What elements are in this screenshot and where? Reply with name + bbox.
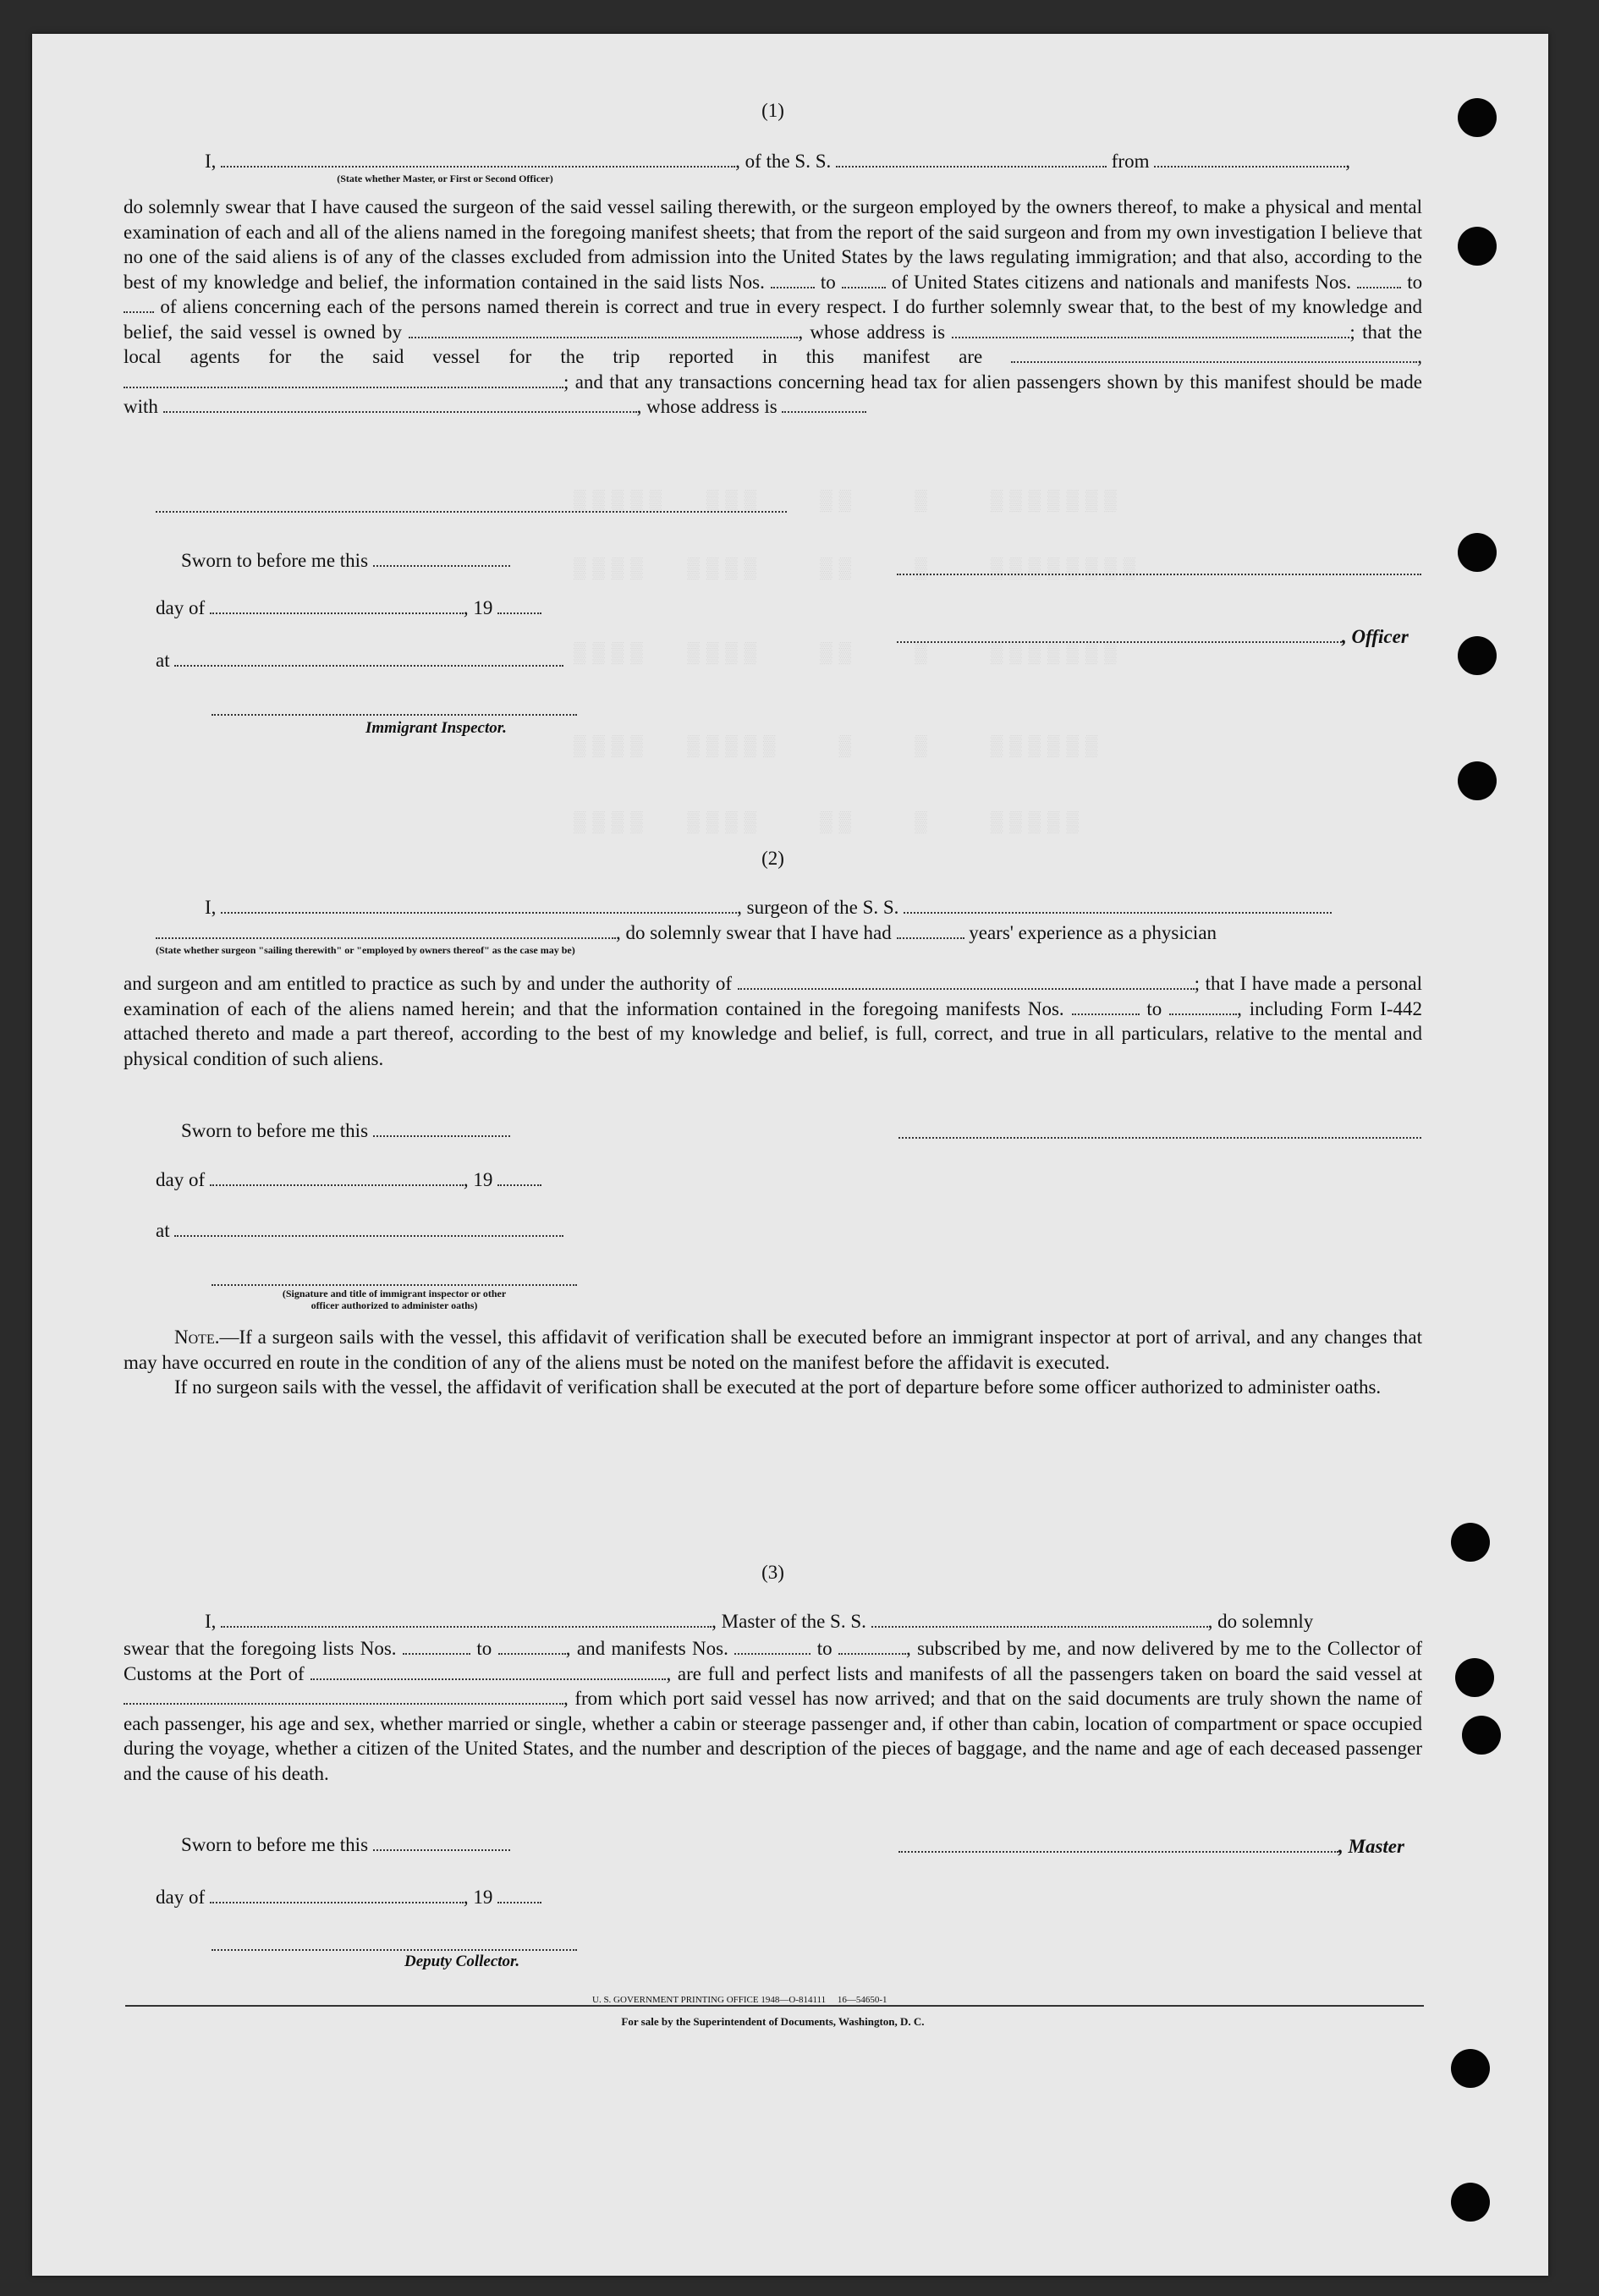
signature-caption: (Signature and title of immigrant inspector or other officer authorized to administer oaths) [282,1288,507,1311]
body-text: , whose address is [636,396,778,417]
binder-hole [1458,636,1497,675]
vessel-name-field[interactable] [836,151,1107,168]
binder-hole [1451,1523,1490,1562]
body-text: , including Form I-442 attached thereto and made a part thereof, according to the best of my knowledge and belief, is full, correct, and true in all particulars, relative to the mental and physical condition of such aliens. [124,997,1423,1069]
body-text: to [476,1638,492,1659]
bleed-through-texture: ▒▒▒▒ ▒▒▒▒ ▒▒ ▒ ▒▒▒▒▒ [574,812,1085,835]
section-2-body [124,971,1422,1071]
inspector-signature-line[interactable] [212,714,577,716]
bleed-through-texture: ▒▒▒▒ ▒▒▒▒ ▒▒ ▒ ▒▒▒▒▒▒▒▒ [574,558,1143,581]
sworn-date-field[interactable] [373,550,510,567]
month-field[interactable] [210,1887,464,1903]
embark-port-field[interactable] [124,1688,563,1705]
day-of-label: day of [156,1887,206,1908]
surgeon-line [205,897,1332,919]
sworn-row-1 [181,550,510,572]
manifests-to-field[interactable] [1169,998,1237,1015]
sworn-label: Sworn to before me this [181,550,369,571]
sworn-label: Sworn to before me this [181,1834,369,1855]
body-text: ; that I have made a personal examination of each of the aliens named herein; and that the information contained in the foregoing manifests Nos. [124,973,1423,1019]
section-1-body: do solemnly swear that I have caused the surgeon of the said vessel sailing therewith, or the surgeon employed by the owners thereof, to make a physical and mental examination of each and all of the aliens named in the foregoing manifest sheets; that from the report of the said surgeon and from my own investigation I believe that no one of the said aliens is of any of the classes excluded from admission into the United States by the laws regulating immigration; and that also, according to the best of my knowledge and belief, the information contained in the said lists Nos. to of United States citizens and nationals and manifests Nos. to of aliens concerning each of the persons named therein is correct and true in every respect. I do further solemnly swear that, to the best of my knowledge and belief, the said vessel is owned by , whose address is ; that the local agents for the said vessel for the trip reported in this manifest are , ; and that any transactions concerning head tax for alien passengers shown by this manifest should be made with , whose address is [124,196,1423,417]
owner-address-field[interactable] [952,321,1349,338]
form-page [32,34,1548,2276]
body-text: of United States citizens and nationals and manifests Nos. [891,271,1352,293]
manifests-from-field[interactable] [1072,998,1140,1015]
deputy-collector-label: Deputy Collector. [404,1953,520,1970]
body-text: to [1407,271,1423,293]
lists-to-field[interactable] [498,1638,566,1655]
label-surgeon-of-ss: , surgeon of the S. S. [737,897,899,918]
master-line: I, , of the S. S. from , [205,151,1350,172]
binder-hole [1455,1658,1494,1697]
lists-from-field[interactable] [771,272,815,288]
body-text: and surgeon and am entitled to practice as such by and under the authority of [124,973,732,994]
at-row-2 [156,1220,563,1242]
body-text: , and manifests Nos. [565,1638,728,1659]
inspector-label: Immigrant Inspector. [365,719,507,737]
note-block [124,1325,1422,1400]
section-3-body [124,1636,1422,1786]
lists-from-field[interactable] [403,1638,470,1655]
note-label: Note. [174,1327,220,1348]
label-i: I, [205,1611,217,1632]
lists-to-field[interactable] [842,272,886,288]
year-field[interactable] [497,1169,541,1186]
body-text: to [1146,997,1162,1019]
label-i: I, [205,151,217,172]
year-prefix: , 19 [463,1169,493,1190]
years-field[interactable] [897,922,964,939]
binder-hole [1462,1716,1501,1755]
sworn-label: Sworn to before me this [181,1120,369,1141]
master-label: , Master [1338,1836,1404,1857]
section-3-number: (3) [761,1562,784,1583]
body-text: , are full and perfect lists and manifests of all the passengers taken on board the said vessel at [666,1662,1423,1684]
deputy-signature-line[interactable] [212,1949,577,1951]
bleed-through-texture: ▒▒▒▒▒ ▒▒▒ ▒▒ ▒ ▒▒▒▒▒▒▒ [574,491,1124,514]
bleed-through-texture: ▒▒▒▒ ▒▒▒▒▒ ▒ ▒ ▒▒▒▒▒▒ [574,736,1105,759]
body-text: ; and that any transactions concerning head tax for alien passengers shown by this manifest should be made with [124,371,1422,417]
body-text: to [816,1638,832,1659]
at-label: at [156,1220,170,1241]
agents-address-field[interactable] [124,371,563,388]
section-2-number: (2) [761,848,784,869]
surgeon-caption: (State whether surgeon "sailing therewith" or "employed by owners thereof" as the case may be) [156,944,575,956]
official-signature-line[interactable] [212,1284,577,1286]
label-i: I, [205,897,217,918]
officer-label: , Officer [1342,626,1409,647]
from-port-field[interactable] [1154,151,1345,168]
body-text: , whose address is [798,321,946,343]
master-line-3 [205,1611,1313,1633]
binder-hole [1458,761,1497,800]
sworn-row-2 [181,1120,510,1142]
day-of-label: day of [156,1169,206,1190]
sworn-date-field[interactable] [373,1120,510,1137]
label-solemnly: , do solemnly [1207,1611,1314,1632]
binder-hole [1451,2049,1490,2088]
month-field[interactable] [210,1169,464,1186]
body-text: , from which port said vessel has now arrived; and that on the said documents are truly shown the name of each passenger, his age and sex, whether married or single, whether a cabin or steerage passenger and, if other than cabin, location of compartment or space occupied during the voyage, whether a citizen of the United States, and the number and description of the pieces of baggage, and the name and age of each deceased passenger and the cause of his death. [124,1688,1422,1784]
day-row-1 [156,597,541,619]
master-name-field[interactable] [221,1611,712,1628]
at-label: at [156,650,170,671]
label-from: from [1111,151,1150,172]
binder-hole [1451,2183,1490,2222]
location-field[interactable] [174,1220,563,1237]
note-text-1: —If a surgeon sails with the vessel, this affidavit of verification shall be executed before an immigrant inspector at port of arrival, and any changes that may have occurred en route in the condition of any of the aliens must be noted on the manifest before the affidavit is executed. [124,1327,1422,1373]
body-text: to [820,271,836,293]
footer-rule [125,2005,1424,2007]
body-text: do solemnly swear that I have caused the surgeon of the said vessel sailing therewith, or the surgeon employed by the owners thereof, to make a physical and mental examination of each and all of the aliens named in the foregoing manifest sheets; that from the report of the said surgeon and from my own investigation I believe that no one of the said aliens is of any of the classes excluded from admission into the United States by the laws regulating immigration; and that also, according to the best of my knowledge and belief, the information contained in the said lists Nos. [124,196,1422,293]
body-text: ; that the local agents for the said vessel for the trip reported in this manifest are [124,321,1423,367]
surgeon-name-field[interactable] [221,897,737,914]
extra-address-line[interactable] [156,511,787,513]
manifests-to-field[interactable] [124,296,154,313]
officer-row [897,626,1409,648]
head-tax-address-field[interactable] [782,396,866,413]
gpo-imprint: U. S. GOVERNMENT PRINTING OFFICE 1948—O-814111 16—54650-1 [592,1995,887,2005]
surgeon-signature-line[interactable] [898,1137,1421,1139]
day-row-3 [156,1887,541,1909]
manifests-from-field[interactable] [1357,272,1401,288]
years-text: years' experience as a physician [969,922,1217,943]
head-tax-contact-field[interactable] [163,396,637,413]
owner-field[interactable] [409,321,798,338]
label-of-ss: , of the S. S. [735,151,832,172]
body-text: swear that the foregoing lists Nos. [124,1638,397,1659]
local-agents-field[interactable] [1011,346,1417,363]
year-prefix: , 19 [463,597,493,618]
surgeon-status-field[interactable] [156,922,616,939]
day-row-2 [156,1169,541,1191]
body-text: , subscribed by me, and now delivered by me to the Collector of Customs at the Port of [124,1638,1423,1684]
authority-field[interactable] [738,973,1195,990]
master-caption: (State whether Master, or First or Second Officer) [337,173,553,184]
vessel-field[interactable] [871,1611,1208,1628]
year-field[interactable] [497,597,541,614]
surgeon-line-2 [156,922,1217,944]
binder-hole [1458,98,1497,137]
master-signature-field[interactable] [898,1836,1338,1853]
manifests-to-field[interactable] [838,1638,906,1655]
binder-hole [1458,533,1497,572]
label-master-of-ss: , Master of the S. S. [712,1611,866,1632]
location-field[interactable] [174,650,563,667]
note-text-2: If no surgeon sails with the vessel, the affidavit of verification shall be executed at the port of departure before some officer authorized to administer oaths. [174,1376,1382,1398]
officer-name-field[interactable] [221,151,735,168]
sworn-row-3 [181,1834,510,1856]
surgeon-vessel-field[interactable] [904,897,1332,914]
day-of-label: day of [156,597,206,618]
officer-signature-line-top[interactable] [897,574,1421,575]
section-1-number: (1) [761,100,784,121]
sworn-date-field[interactable] [373,1834,510,1851]
year-prefix: , 19 [463,1887,493,1908]
form-number: 16—54650-1 [837,1995,887,2005]
month-field[interactable] [210,597,464,614]
binder-hole [1458,227,1497,266]
master-signature-row [898,1836,1404,1858]
year-field[interactable] [497,1887,541,1903]
body-text: of aliens concerning each of the persons named therein is correct and true in every respect. I do further solemnly swear that, to the best of my knowledge and belief, the said vessel is owned by [124,296,1423,343]
swear-text: , do solemnly swear that I have had [616,922,892,943]
at-row-1 [156,650,563,672]
officer-signature-field[interactable] [897,626,1342,643]
sale-notice: For sale by the Superintendent of Documents, Washington, D. C. [621,2015,925,2028]
bleed-through-texture: ▒▒▒▒ ▒▒▒▒ ▒▒ ▒ ▒▒▒▒▒▒▒ [574,643,1124,666]
manifests-from-field[interactable] [734,1638,810,1655]
port-field[interactable] [310,1663,666,1680]
